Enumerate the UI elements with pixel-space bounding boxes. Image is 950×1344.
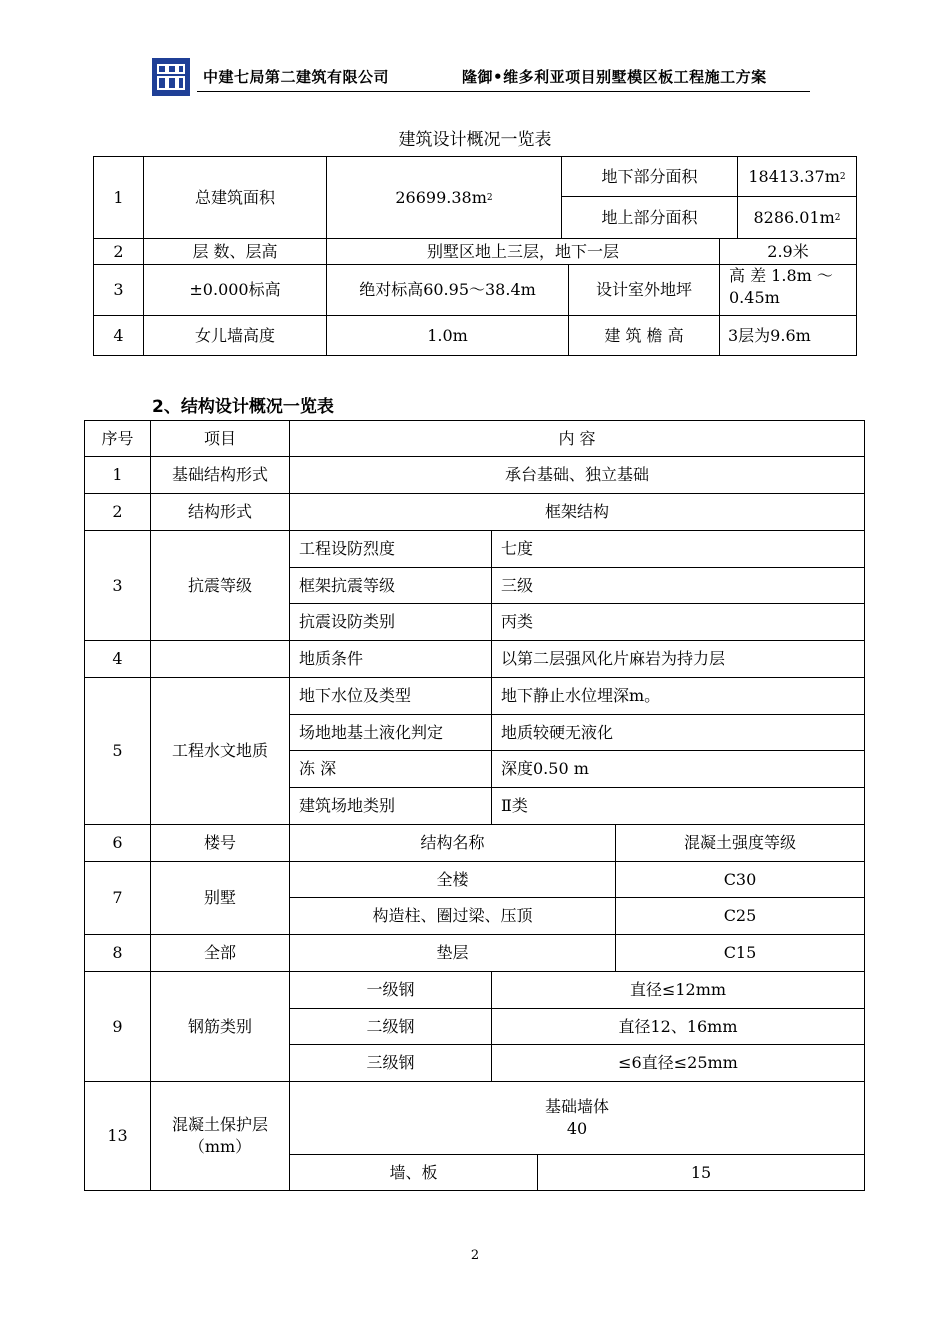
t1-r2-height: 2.9米 — [719, 238, 857, 265]
t2-r13-item: 混凝土保护层 （mm） — [150, 1081, 290, 1191]
t2-head-item: 项目 — [150, 420, 290, 457]
t2-r1-content: 承台基础、独立基础 — [289, 456, 865, 494]
t2-r5-v1: 地质较硬无液化 — [491, 714, 865, 751]
t2-r3-k2: 抗震设防类别 — [289, 603, 492, 641]
t2-r9-item: 钢筋类别 — [150, 971, 290, 1082]
t1-r3-mid: 设计室外地坪 — [568, 264, 720, 316]
t2-r4-k: 地质条件 — [289, 640, 492, 678]
t1-r4-right: 3层为9.6m — [719, 315, 857, 356]
t2-r4-v: 以第二层强风化片麻岩为持力层 — [491, 640, 865, 678]
table2-title: 2、结构设计概况一览表 — [152, 397, 334, 417]
t2-r1-no: 1 — [84, 456, 151, 494]
t2-r7-item: 别墅 — [150, 861, 290, 935]
t2-r5-no: 5 — [84, 677, 151, 825]
t2-r6-item: 楼号 — [150, 824, 290, 862]
t1-r4-value: 1.0m — [326, 315, 569, 356]
t2-r5-item: 工程水文地质 — [150, 677, 290, 825]
t2-r7-v0: C30 — [615, 861, 865, 898]
t1-r2-no: 2 — [93, 238, 144, 265]
t2-r6-k: 结构名称 — [289, 824, 616, 862]
t1-r1-value: 26699.38m 2 — [326, 156, 562, 239]
t2-r2-content: 框架结构 — [289, 493, 865, 531]
t2-r13-k: 墙、板 — [289, 1154, 538, 1191]
t1-r2-value: 别墅区地上三层，地下一层 — [326, 238, 720, 265]
t2-r9-v0: 直径≤12mm — [491, 971, 865, 1009]
t2-r3-v1: 三级 — [491, 567, 865, 604]
t2-r13-no: 13 — [84, 1081, 151, 1191]
t2-r9-k1: 二级钢 — [289, 1008, 492, 1045]
t2-r5-k2: 冻 深 — [289, 750, 492, 788]
t2-r9-k2: 三级钢 — [289, 1044, 492, 1082]
t2-r9-v1: 直径12、16mm — [491, 1008, 865, 1045]
t2-r8-no: 8 — [84, 934, 151, 972]
t2-r4-no: 4 — [84, 640, 151, 678]
t2-r3-k0: 工程设防烈度 — [289, 530, 492, 568]
t1-r4-no: 4 — [93, 315, 144, 356]
t2-r5-k3: 建筑场地类别 — [289, 787, 492, 825]
t1-r1-no: 1 — [93, 156, 144, 239]
t1-r1-b-label: 地上部分面积 — [561, 196, 738, 239]
t2-r2-no: 2 — [84, 493, 151, 531]
t2-r6-no: 6 — [84, 824, 151, 862]
t1-r3-label: ±0.000标高 — [143, 264, 327, 316]
t2-r7-k0: 全楼 — [289, 861, 616, 898]
t2-r8-v: C15 — [615, 934, 865, 972]
t2-r8-item: 全部 — [150, 934, 290, 972]
t1-r3-value: 绝对标高60.95～38.4m — [326, 264, 569, 316]
t1-r3-no: 3 — [93, 264, 144, 316]
t2-r3-v2: 丙类 — [491, 603, 865, 641]
t2-r3-item: 抗震等级 — [150, 530, 290, 641]
table1-title: 建筑设计概况一览表 — [398, 130, 552, 150]
t2-r5-v0: 地下静止水位埋深m。 — [491, 677, 865, 715]
t1-r4-label: 女儿墙高度 — [143, 315, 327, 356]
t2-r5-v3: Ⅱ类 — [491, 787, 865, 825]
t2-r4-item — [150, 640, 290, 678]
t1-r4-mid: 建 筑 檐 高 — [568, 315, 720, 356]
t2-head-content: 内 容 — [289, 420, 865, 457]
t1-r2-label: 层 数、层高 — [143, 238, 327, 265]
t1-r1-a-label: 地下部分面积 — [561, 156, 738, 197]
t2-r9-no: 9 — [84, 971, 151, 1082]
t1-r1-b-value: 8286.01m 2 — [737, 196, 857, 239]
t2-r5-k0: 地下水位及类型 — [289, 677, 492, 715]
t1-r1-label: 总建筑面积 — [143, 156, 327, 239]
t2-r3-k1: 框架抗震等级 — [289, 567, 492, 604]
t2-r7-k1: 构造柱、圈过梁、压顶 — [289, 897, 616, 935]
header-company: 中建七局第二建筑有限公司 — [203, 68, 390, 86]
t2-r5-v2: 深度0.50 m — [491, 750, 865, 788]
company-logo — [152, 58, 190, 96]
t2-r13-merged: 基础墙体 40 — [289, 1081, 865, 1155]
t2-r7-no: 7 — [84, 861, 151, 935]
t2-head-no: 序号 — [84, 420, 151, 457]
t2-r6-v: 混凝土强度等级 — [615, 824, 865, 862]
t1-r3-diff: 高 差 1.8m ～ 0.45m — [719, 264, 857, 316]
header-rule — [197, 91, 810, 92]
t2-r3-v0: 七度 — [491, 530, 865, 568]
page-number: 2 — [470, 1248, 480, 1263]
t2-r1-item: 基础结构形式 — [150, 456, 290, 494]
t2-r13-v: 15 — [537, 1154, 865, 1191]
t2-r5-k1: 场地地基土液化判定 — [289, 714, 492, 751]
t2-r9-k0: 一级钢 — [289, 971, 492, 1009]
t2-r3-no: 3 — [84, 530, 151, 641]
t2-r8-k: 垫层 — [289, 934, 616, 972]
t2-r7-v1: C25 — [615, 897, 865, 935]
t2-r9-v2: ≤6直径≤25mm — [491, 1044, 865, 1082]
header-project: 隆御•维多利亚项目别墅模区板工程施工方案 — [462, 68, 767, 86]
t2-r2-item: 结构形式 — [150, 493, 290, 531]
t1-r1-a-value: 18413.37m 2 — [737, 156, 857, 197]
